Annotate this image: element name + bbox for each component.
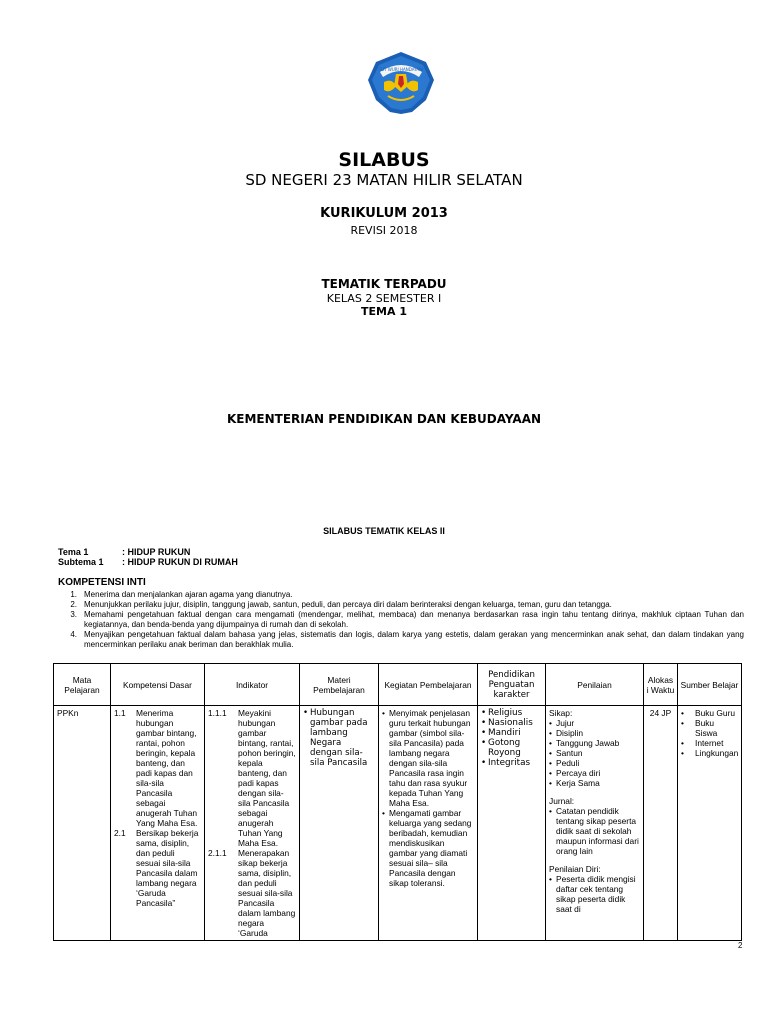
table-row — [54, 706, 742, 941]
list-item: • Santun — [549, 748, 583, 758]
cell-penilaian — [546, 706, 644, 941]
list-item: • Internet — [681, 738, 724, 748]
header-kegiatan: Kegiatan Pembelajaran — [379, 664, 478, 706]
ki-list — [58, 590, 744, 650]
header-kd: Kompetensi Dasar — [111, 664, 205, 706]
curriculum: KURIKULUM 2013 — [320, 206, 448, 221]
list-item: • Mandiri — [481, 728, 521, 738]
ki-item: 3. Memahami pengetahuan faktual dengan cara mengamati (mendengar, melihat, membaca) dan menanya berdasarkan rasa ingin tahu tentang dirinya, makhluk ciptaan Tuhan dan kegiatannya, dan benda-benda yang dijumpainya di rumah dan di sekolah. — [70, 610, 744, 629]
tema-info — [58, 547, 190, 557]
tema-value: : HIDUP RUKUN — [122, 547, 191, 557]
header-alokasi: Alokas i Waktu — [644, 664, 678, 706]
sikap-label: Sikap: — [549, 708, 573, 718]
cell-kd — [111, 706, 205, 941]
header-sumber: Sumber Belajar — [678, 664, 742, 706]
list-item: • Kerja Sama — [549, 778, 600, 788]
header-penilaian: Penilaian — [546, 664, 644, 706]
cell-mapel: PPKn — [54, 706, 111, 941]
header-indikator: Indikator — [205, 664, 300, 706]
ki-item: 1. Menerima dan menjalankan ajaran agama yang dianutnya. — [70, 590, 293, 599]
list-item: • Gotong Royong — [481, 738, 521, 758]
cell-ppk — [478, 706, 546, 941]
list-item: • Menyimak penjelasan guru terkait hubungan gambar (simbol sila-sila Pancasila) pada lambang negara dengan sila-sila Pancasila rasa ingin tahu dan rasa syukur kepada Tuhan Yang Maha Esa. — [382, 708, 471, 808]
theme: TEMA 1 — [361, 305, 407, 318]
tut-wuri-handayani-logo-icon — [366, 50, 436, 116]
list-item: • Lingkungan — [681, 748, 739, 758]
penilaian-diri-label: Penilaian Diri: — [549, 864, 601, 874]
logo-motto: TUT WURI HANDAYANI — [378, 67, 424, 72]
header-materi: Materi Pembelajaran — [300, 664, 379, 706]
cell-kegiatan — [379, 706, 478, 941]
jurnal-label: Jurnal: — [549, 796, 575, 806]
ministry: KEMENTERIAN PENDIDIKAN DAN KEBUDAYAAN — [226, 412, 542, 426]
cell-sumber — [678, 706, 742, 941]
header-ppk: Pendidikan Penguatan karakter — [478, 664, 546, 706]
list-item: • Catatan pendidik tentang sikap peserta didik saat di sekolah maupun informasi dari orang lain — [549, 806, 639, 856]
ki-title: KOMPETENSI INTI — [58, 577, 146, 588]
revision: REVISI 2018 — [350, 224, 418, 237]
ki-item: 2. Menunjukkan perilaku jujur, disiplin, tanggung jawab, santun, peduli, dan percaya diri dalam berinteraksi dengan keluarga, teman, guru dan tetangga. — [70, 600, 612, 609]
school-name: SD NEGERI 23 MATAN HILIR SELATAN — [245, 171, 523, 189]
list-item: • Hubungan gambar pada lambang Negara dengan sila-sila Pancasila — [303, 708, 368, 768]
syllabus-title: SILABUS TEMATIK KELAS II — [323, 526, 445, 536]
list-item: • Religius — [481, 708, 523, 718]
syllabus-table — [53, 663, 742, 941]
list-item: • Disiplin — [549, 728, 583, 738]
list-item: • Tanggung Jawab — [549, 738, 620, 748]
subtema-label: Subtema 1 — [58, 557, 104, 567]
page-number: 2 — [738, 941, 743, 950]
ki-item: 4. Menyajikan pengetahuan faktual dalam bahasa yang jelas, sistematis dan logis, dalam karya yang estetis, dalam gerakan yang mencerminkan anak sehat, dan dalam tindakan yang mencerminkan perilaku anak beriman dan berakhlak mulia. — [70, 630, 744, 649]
indikator-item: 1.1.1 Meyakini hubungan gambar bintang, rantai, pohon beringin, kepala banteng, dan padi kapas dengan sila-sila Pancasila sebagai anugerah Tuhan Yang Maha Esa. — [208, 708, 296, 848]
list-item: • Percaya diri — [549, 768, 601, 778]
subtema-value: : HIDUP RUKUN DI RUMAH — [122, 557, 238, 567]
list-item: • Buku Siswa — [681, 718, 718, 738]
subtema-info — [58, 557, 238, 567]
cell-indikator — [205, 706, 300, 941]
kd-item: 1.1 Menerima hubungan gambar bintang, rantai, pohon beringin, kepala banteng, dan padi kapas dan sila-sila Pancasila sebagai anugerah Tuhan Yang Maha Esa. — [114, 708, 198, 828]
list-item: • Nasionalis — [481, 718, 533, 728]
list-item: • Mengamati gambar keluarga yang sedang beribadah, kemudian mendiskusikan gambar yang diamati sesuai sila– sila Pancasila dengan sikap toleransi. — [382, 808, 472, 888]
list-item: • Peduli — [549, 758, 580, 768]
doc-title: SILABUS — [338, 149, 430, 171]
list-item: • Jujur — [549, 718, 575, 728]
tema-label: Tema 1 — [58, 547, 89, 557]
indikator-item: 2.1.1 Menerapakan sikap bekerja sama, disiplin, dan peduli sesuai sila-sila Pancasila dalam lambang negara ‘Garuda — [208, 848, 296, 938]
list-item: • Buku Guru — [681, 708, 736, 718]
subject: TEMATIK TERPADU — [321, 277, 447, 291]
list-item: • Integritas — [481, 758, 531, 768]
kd-item: 2.1 Bersikap bekerja sama, disiplin, dan peduli sesuai sila-sila Pancasila dalam lambang negara ‘Garuda Pancasila” — [114, 828, 199, 908]
cell-alokasi: 24 JP — [644, 706, 678, 941]
cell-materi — [300, 706, 379, 941]
class-semester: KELAS 2 SEMESTER I — [326, 292, 442, 305]
list-item: • Peserta didik mengisi daftar cek tentang sikap peserta didik saat di — [549, 874, 636, 914]
header-mapel: Mata Pelajaran — [54, 664, 111, 706]
table-header-row — [54, 664, 742, 706]
